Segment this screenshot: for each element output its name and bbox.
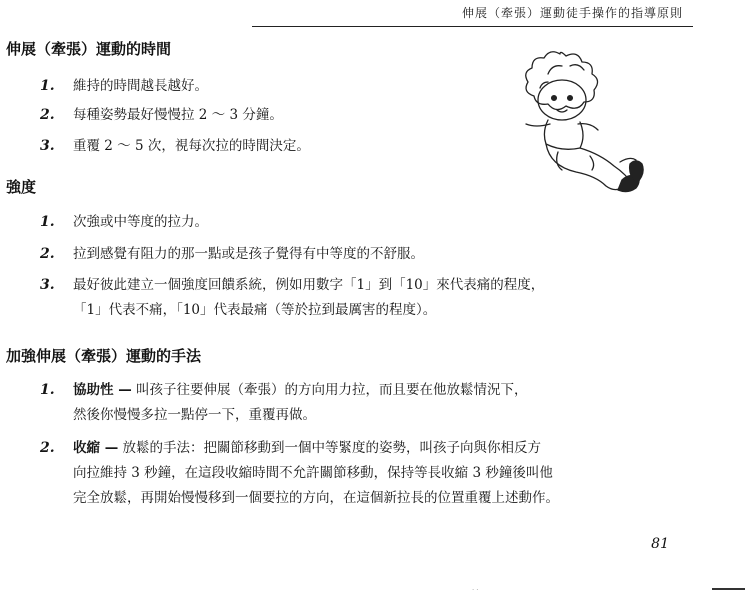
item-text: 重覆 2 ～ 5 次，視每次拉的時間決定。 <box>73 138 310 154</box>
item-text-line: 然後你慢慢多拉一點停一下，重覆再做。 <box>73 407 316 423</box>
list-item <box>40 436 559 511</box>
item-text: 叫孩子往要伸展（牽張）的方向用力拉，而且要在他放鬆情況下， <box>131 382 528 398</box>
list-item <box>40 242 424 267</box>
scan-dots: ·· <box>472 586 481 594</box>
item-text: 維持的時間越長越好。 <box>73 78 208 94</box>
item-keyword: 收縮 — <box>73 440 119 456</box>
item-text-line: 「1」代表不痛，「10」代表最痛（等於拉到最厲害的程度）。 <box>73 302 437 318</box>
item-text: 放鬆的手法：把關節移動到一個中等緊度的姿勢，叫孩子向與你相反方 <box>118 440 541 456</box>
item-number: 2. <box>40 440 55 456</box>
list-item <box>40 378 528 428</box>
item-number: 1. <box>40 78 55 94</box>
item-text-line <box>73 378 528 403</box>
header-rule <box>252 26 693 27</box>
list-item <box>40 74 208 99</box>
item-text: 拉到感覺有阻力的那一點或是孩子覺得有中等度的不舒服。 <box>73 246 424 262</box>
item-number: 1. <box>40 214 55 230</box>
item-number: 1. <box>40 382 55 398</box>
item-text-line: 向拉維持 3 秒鐘，在這段收縮時間不允許關節移動，保持等長收縮 3 秒鐘後叫他 <box>73 465 553 481</box>
list-item <box>40 134 310 159</box>
section-heading-duration: 伸展（牽張）運動的時間 <box>6 40 172 58</box>
item-text-line: 完全放鬆，再開始慢慢移到一個要拉的方向，在這個新拉長的位置重覆上述動作。 <box>73 490 559 506</box>
item-text: 次強或中等度的拉力。 <box>73 214 208 230</box>
item-number: 3. <box>40 138 55 154</box>
item-text: 每種姿勢最好慢慢拉 2 ～ 3 分鐘。 <box>73 107 283 123</box>
margin-rule <box>712 588 745 590</box>
item-text-line: 最好彼此建立一個強度回饋系統，例如用數字「1」到「10」來代表痛的程度， <box>73 277 545 293</box>
item-number: 2. <box>40 246 55 262</box>
list-item <box>40 273 544 323</box>
item-number: 2. <box>40 107 55 123</box>
list-item <box>40 210 208 235</box>
child-stretching-illustration <box>500 44 690 234</box>
running-head: 伸展（牽張）運動徒手操作的指導原則 <box>461 6 683 20</box>
section-heading-intensity: 強度 <box>6 178 37 196</box>
item-keyword: 協助性 — <box>73 382 132 398</box>
section-heading-technique: 加強伸展（牽張）運動的手法 <box>6 347 202 365</box>
list-item <box>40 103 283 128</box>
item-text-line <box>73 436 559 461</box>
page-number: 81 <box>651 536 669 552</box>
item-number: 3. <box>40 277 55 293</box>
